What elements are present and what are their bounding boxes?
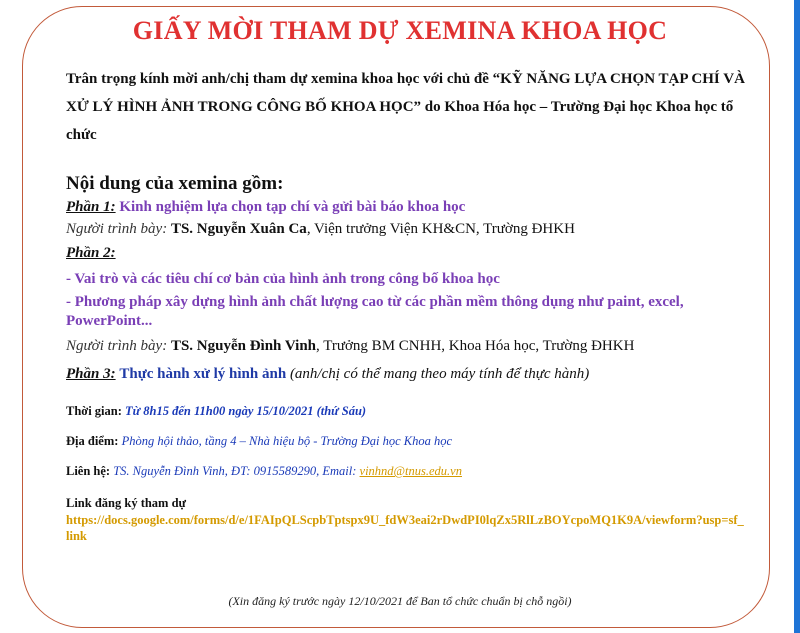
part3-title: Thực hành xử lý hình ảnh (119, 366, 287, 382)
part2-presenter (66, 335, 756, 357)
location-value: Phòng hội thảo, tầng 4 – Nhà hiệu bộ - Trường Đại học Khoa học (121, 434, 453, 448)
part1-presenter-label: Người trình bày: (66, 221, 168, 237)
time-label: Thời gian: (66, 404, 122, 418)
registration-deadline-note: (Xin đăng ký trước ngày 12/10/2021 để Ban tổ chức chuẩn bị chỗ ngồi) (228, 594, 572, 608)
registration-link[interactable]: https://docs.google.com/forms/d/e/1FAIpQLScpbTptspx9U_fdW3eai2rDwdPI0lqZx5RlLzBOYcpoMQ1K9A/viewform?usp=sf_link (66, 513, 744, 543)
part3-line (66, 363, 756, 385)
time-line (66, 401, 756, 421)
location-label: Địa điểm: (66, 434, 119, 448)
part1-label: Phần 1: (66, 199, 116, 215)
part2-line (66, 242, 756, 264)
part1-presenter-affiliation: , Viện trưởng Viện KH&CN, Trường ĐHKH (306, 221, 575, 237)
part3-label: Phần 3: (66, 366, 116, 382)
part2-item1: - Vai trò và các tiêu chí cơ bản của hình ảnh trong công bố khoa học (66, 271, 500, 287)
window-scroll-edge (794, 0, 800, 633)
contact-value: TS. Nguyễn Đình Vinh, ĐT: 0915589290, Email: (113, 464, 360, 478)
part1-line (66, 196, 756, 218)
registration-link-line (66, 512, 746, 544)
registration-label: Link đăng ký tham dự (66, 496, 187, 510)
invitation-title: GIẤY MỜI THAM DỰ XEMINA KHOA HỌC (132, 16, 668, 45)
time-value: Từ 8h15 đến 11h00 ngày 15/10/2021 (thứ Sáu) (125, 404, 367, 418)
part1-title: Kinh nghiệm lựa chọn tạp chí và gửi bài báo khoa học (119, 199, 466, 215)
part2-presenter-label: Người trình bày: (66, 338, 168, 354)
invitation-intro: Trân trọng kính mời anh/chị tham dự xemina khoa học với chủ đề “KỸ NĂNG LỰA CHỌN TẠP CHÍ VÀ XỬ LÝ HÌNH ẢNH TRONG CÔNG BỐ KHOA HỌC” do Khoa Hóa học – Trường Đại học Khoa học tổ chức (66, 71, 745, 143)
contact-label: Liên hệ: (66, 464, 111, 478)
part3-note: (anh/chị có thể mang theo máy tính để thực hành) (289, 366, 590, 382)
part1-presenter-name: TS. Nguyễn Xuân Ca (170, 221, 307, 237)
part1-presenter (66, 218, 756, 240)
location-line (66, 431, 756, 451)
part2-presenter-name: TS. Nguyễn Đình Vinh (170, 338, 317, 354)
contact-line (66, 461, 756, 481)
part2-presenter-affiliation: , Trưởng BM CNHH, Khoa Hóa học, Trường ĐHKH (316, 338, 635, 354)
content-heading: Nội dung của xemina gồm: (66, 173, 284, 194)
contact-email-link[interactable]: vinhnd@tnus.edu.vn (359, 464, 462, 478)
seminar-content (66, 172, 756, 544)
part2-item2: - Phương pháp xây dựng hình ảnh chất lượng cao từ các phần mềm thông dụng như paint, excel, PowerPoint... (66, 294, 684, 329)
part2-label: Phần 2: (66, 245, 116, 261)
